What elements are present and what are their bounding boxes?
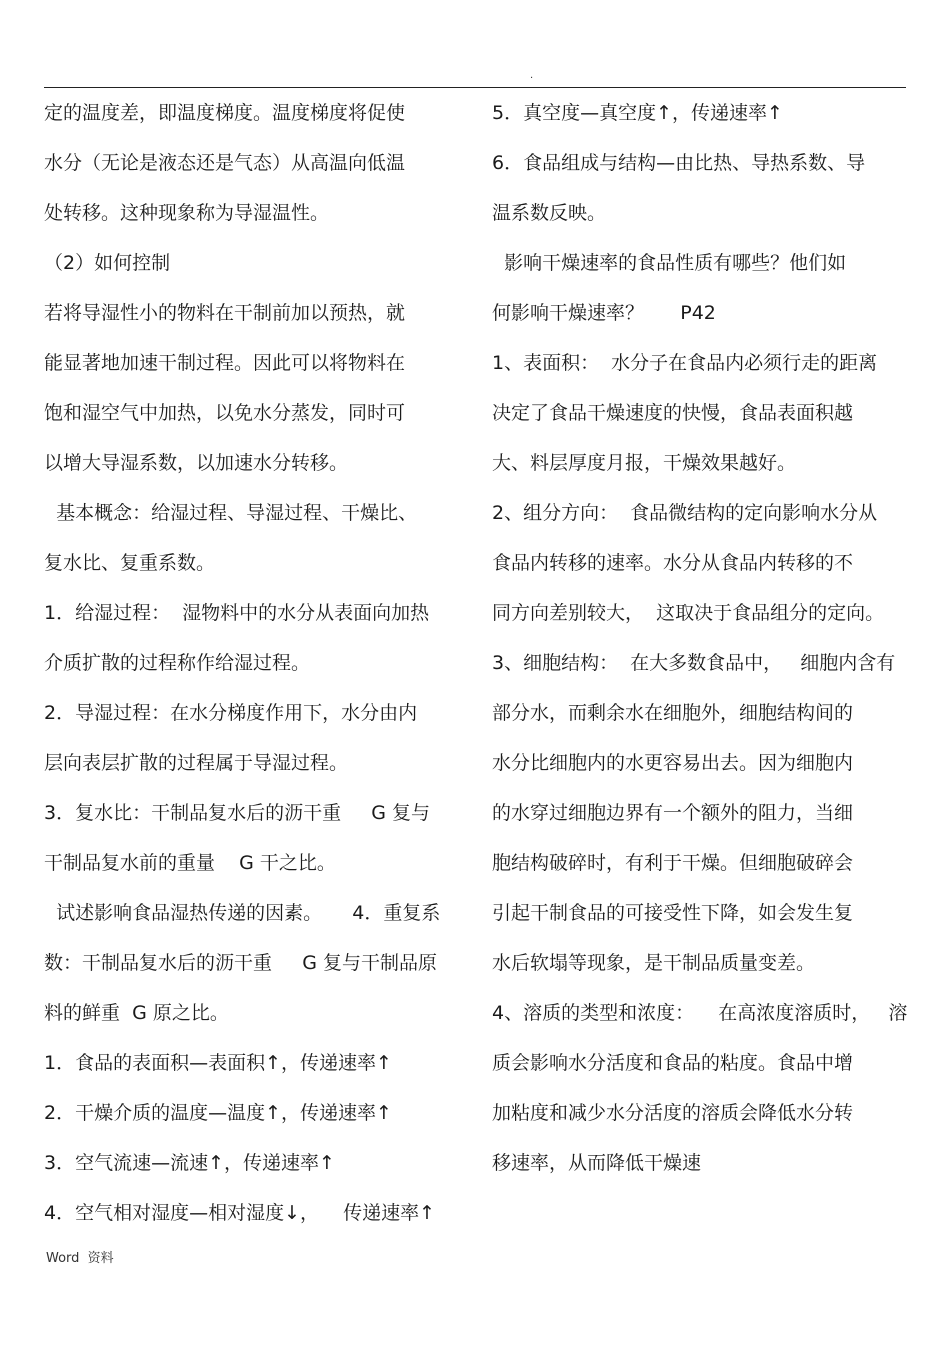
- text-line: 料的鲜重 G 原之比。: [44, 1002, 229, 1024]
- text-line: 3、细胞结构： 在大多数食品中， 细胞内含有: [492, 652, 896, 674]
- text-line: 4、溶质的类型和浓度： 在高浓度溶质时， 溶: [492, 1002, 908, 1024]
- text-line: 数：干制品复水后的沥干重 G 复与干制品原: [44, 952, 437, 974]
- right-column: [492, 88, 910, 1188]
- text-line: 2．导湿过程：在水分梯度作用下，水分由内: [44, 702, 418, 724]
- text-line: 2、组分方向： 食品微结构的定向影响水分从: [492, 502, 878, 524]
- text-line: 处转移。这种现象称为导湿温性。: [44, 202, 330, 224]
- text-line: 试述影响食品湿热传递的因素。 4．重复系: [44, 902, 441, 924]
- text-line: 部分水，而剩余水在细胞外，细胞结构间的: [492, 702, 854, 724]
- text-line: 水分（无论是液态还是气态）从高温向低温: [44, 152, 406, 174]
- text-line: 复水比、复重系数。: [44, 552, 216, 574]
- text-line: 以增大导湿系数，以加速水分转移。: [44, 452, 349, 474]
- header-dot: .: [530, 70, 534, 81]
- text-line: 3．空气流速—流速↑，传递速率↑: [44, 1152, 335, 1174]
- text-line: 的水穿过细胞边界有一个额外的阻力，当细: [492, 802, 854, 824]
- text-line: 加粘度和减少水分活度的溶质会降低水分转: [492, 1102, 854, 1124]
- text-line: （2）如何控制: [44, 252, 171, 274]
- text-line: 能显著地加速干制过程。因此可以将物料在: [44, 352, 406, 374]
- text-line: 质会影响水分活度和食品的粘度。食品中增: [492, 1052, 854, 1074]
- text-line: 2．干燥介质的温度—温度↑，传递速率↑: [44, 1102, 392, 1124]
- text-line: 1、表面积： 水分子在食品内必须行走的距离: [492, 352, 878, 374]
- text-line: 移速率，从而降低干燥速: [492, 1152, 702, 1174]
- text-line: 大、料层厚度月报，干燥效果越好。: [492, 452, 797, 474]
- footer-label: Word 资料: [46, 1251, 114, 1266]
- text-line: 3．复水比：干制品复水后的沥干重 G 复与: [44, 802, 431, 824]
- text-line: 同方向差别较大， 这取决于食品组分的定向。: [492, 602, 885, 624]
- text-line: 饱和湿空气中加热，以免水分蒸发，同时可: [44, 402, 406, 424]
- left-column: [44, 88, 469, 1238]
- text-line: 定的温度差，即温度梯度。温度梯度将促使: [44, 102, 406, 124]
- text-line: 影响干燥速率的食品性质有哪些？他们如: [492, 252, 847, 274]
- text-line: 胞结构破碎时，有利于干燥。但细胞破碎会: [492, 852, 854, 874]
- text-line: 4．空气相对湿度—相对湿度↓， 传递速率↑: [44, 1202, 436, 1224]
- text-line: 水分比细胞内的水更容易出去。因为细胞内: [492, 752, 854, 774]
- text-line: 1．给湿过程： 湿物料中的水分从表面向加热: [44, 602, 430, 624]
- text-line: 何影响干燥速率？ P42: [492, 302, 716, 324]
- text-line: 介质扩散的过程称作给湿过程。: [44, 652, 311, 674]
- text-line: 引起干制食品的可接受性下降，如会发生复: [492, 902, 854, 924]
- text-line: 水后软塌等现象，是干制品质量变差。: [492, 952, 816, 974]
- text-line: 决定了食品干燥速度的快慢，食品表面积越: [492, 402, 854, 424]
- text-line: 6．食品组成与结构—由比热、导热系数、导: [492, 152, 866, 174]
- text-line: 温系数反映。: [492, 202, 607, 224]
- text-line: 1．食品的表面积—表面积↑，传递速率↑: [44, 1052, 392, 1074]
- text-line: 干制品复水前的重量 G 干之比。: [44, 852, 336, 874]
- text-line: 层向表层扩散的过程属于导湿过程。: [44, 752, 349, 774]
- text-line: 基本概念：给湿过程、导湿过程、干燥比、: [44, 502, 418, 524]
- text-line: 5．真空度—真空度↑，传递速率↑: [492, 102, 783, 124]
- text-line: 食品内转移的速率。水分从食品内转移的不: [492, 552, 854, 574]
- text-line: 若将导湿性小的物料在干制前加以预热，就: [44, 302, 406, 324]
